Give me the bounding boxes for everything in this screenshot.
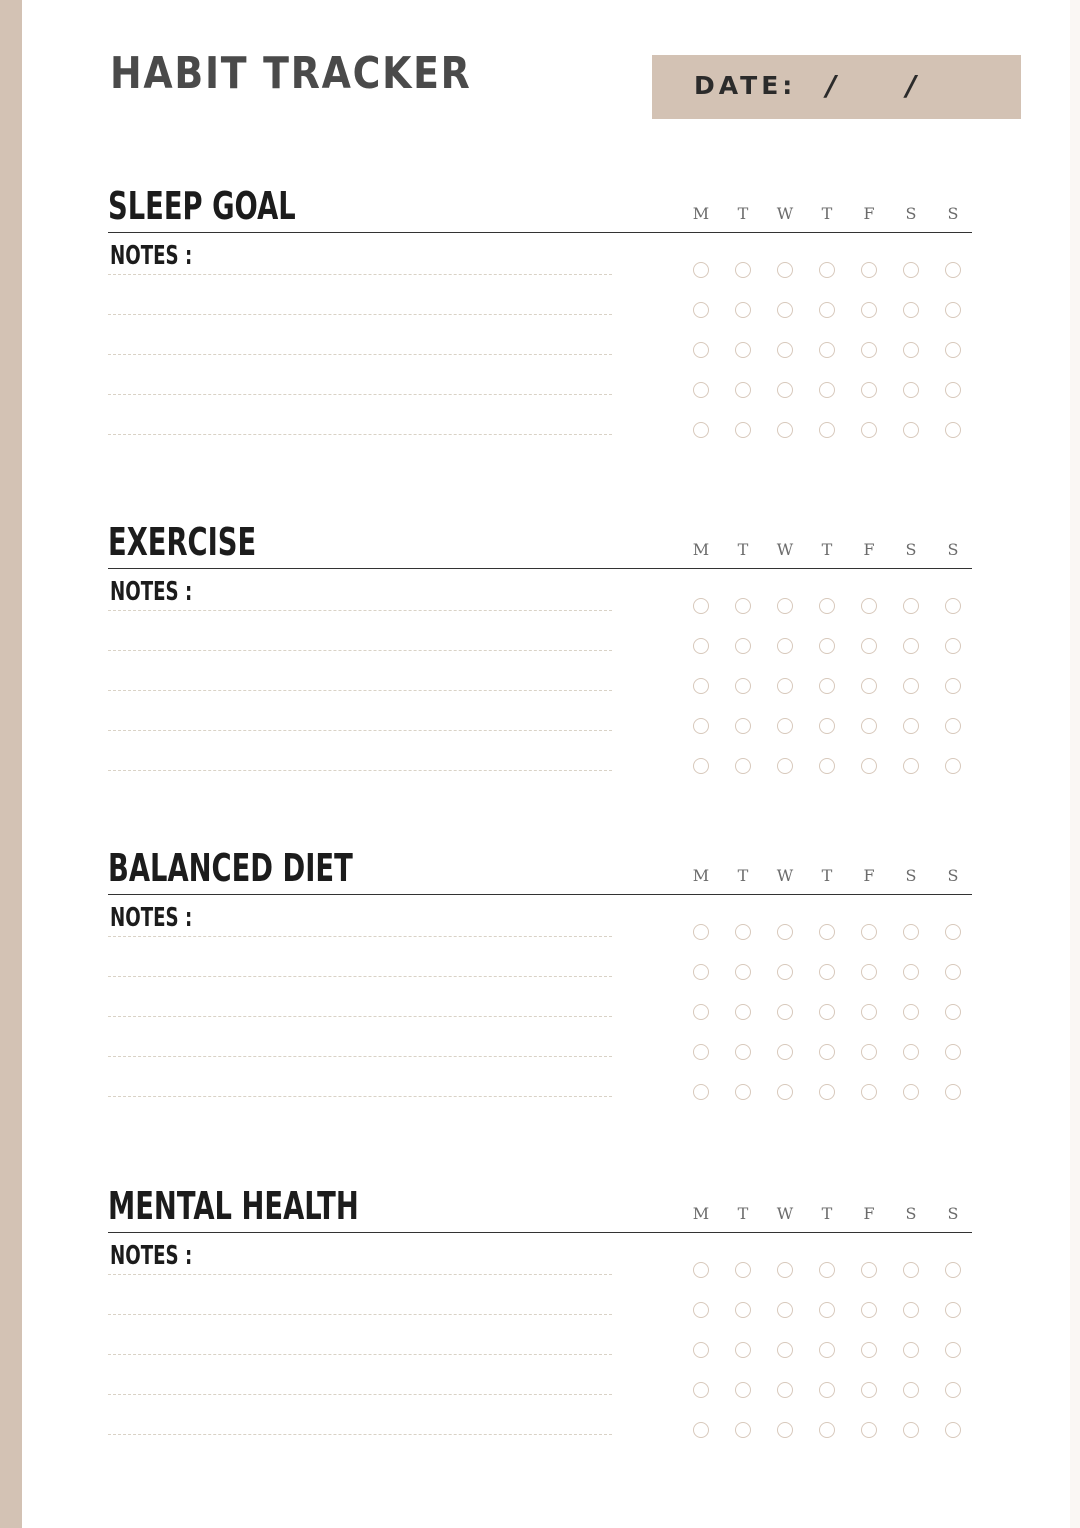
habit-checkbox[interactable] (735, 718, 751, 734)
weekday-label: S (947, 204, 959, 223)
habit-checkbox[interactable] (819, 1262, 835, 1278)
notes-line[interactable] (108, 1394, 612, 1395)
habit-checkbox[interactable] (819, 342, 835, 358)
habit-checkbox[interactable] (693, 1004, 709, 1020)
habit-checkbox[interactable] (735, 758, 751, 774)
habit-checkbox[interactable] (693, 1262, 709, 1278)
habit-checkbox[interactable] (903, 1044, 919, 1060)
weekday-header (680, 866, 974, 886)
weekday-label: F (863, 866, 875, 885)
habit-checkbox[interactable] (819, 638, 835, 654)
habit-checkbox[interactable] (777, 422, 793, 438)
habit-checkbox[interactable] (693, 422, 709, 438)
notes-line[interactable] (108, 1016, 612, 1017)
habit-checkbox[interactable] (777, 924, 793, 940)
date-separator-1: / (826, 69, 837, 102)
habit-checkbox[interactable] (861, 1422, 877, 1438)
weekday-label: M (692, 866, 710, 885)
weekday-label: T (821, 866, 833, 885)
weekday-label: S (905, 866, 917, 885)
habit-checkbox[interactable] (945, 1044, 961, 1060)
habit-checkbox[interactable] (777, 678, 793, 694)
habit-checkbox[interactable] (777, 1084, 793, 1100)
habit-checkbox[interactable] (903, 422, 919, 438)
notes-label: NOTES : (110, 241, 193, 271)
notes-line[interactable] (108, 1056, 612, 1057)
habit-checkbox[interactable] (777, 1262, 793, 1278)
notes-line[interactable] (108, 354, 612, 355)
habit-checkbox[interactable] (945, 302, 961, 318)
weekday-label: S (905, 540, 917, 559)
habit-checkbox[interactable] (945, 1084, 961, 1100)
habit-checkbox[interactable] (777, 1004, 793, 1020)
habit-checkbox[interactable] (819, 924, 835, 940)
habit-checkbox[interactable] (903, 1004, 919, 1020)
habit-checkbox[interactable] (735, 964, 751, 980)
habit-checkbox[interactable] (903, 1342, 919, 1358)
habit-checkbox[interactable] (735, 342, 751, 358)
habit-checkbox[interactable] (861, 1302, 877, 1318)
habit-checkbox[interactable] (735, 382, 751, 398)
weekday-label: M (692, 1204, 710, 1223)
section-divider (108, 894, 972, 895)
habit-checkbox[interactable] (945, 1302, 961, 1318)
habit-checkbox[interactable] (693, 964, 709, 980)
habit-checkbox[interactable] (735, 1084, 751, 1100)
habit-checkbox[interactable] (861, 302, 877, 318)
habit-checkbox[interactable] (945, 1382, 961, 1398)
habit-checkbox[interactable] (945, 924, 961, 940)
habit-checkbox[interactable] (735, 678, 751, 694)
habit-checkbox-grid (680, 1262, 974, 1462)
notes-label: NOTES : (110, 577, 193, 607)
weekday-label: W (776, 866, 794, 885)
habit-checkbox[interactable] (735, 302, 751, 318)
weekday-label: S (947, 866, 959, 885)
habit-checkbox[interactable] (693, 1044, 709, 1060)
habit-checkbox[interactable] (735, 1004, 751, 1020)
habit-checkbox[interactable] (819, 1044, 835, 1060)
habit-checkbox[interactable] (777, 598, 793, 614)
notes-line[interactable] (108, 650, 612, 651)
habit-checkbox[interactable] (693, 1382, 709, 1398)
weekday-label: T (737, 204, 749, 223)
habit-checkbox[interactable] (861, 678, 877, 694)
habit-checkbox[interactable] (693, 678, 709, 694)
habit-checkbox[interactable] (693, 342, 709, 358)
habit-checkbox[interactable] (819, 1382, 835, 1398)
habit-checkbox[interactable] (861, 1084, 877, 1100)
habit-checkbox[interactable] (945, 1342, 961, 1358)
section-mental-health (0, 1186, 1080, 1466)
habit-checkbox[interactable] (903, 1422, 919, 1438)
habit-checkbox[interactable] (819, 758, 835, 774)
section-divider (108, 1232, 972, 1233)
habit-checkbox[interactable] (945, 718, 961, 734)
section-balanced-diet (0, 848, 1080, 1128)
notes-line[interactable] (108, 1096, 612, 1097)
habit-checkbox[interactable] (819, 964, 835, 980)
weekday-label: T (821, 204, 833, 223)
habit-checkbox[interactable] (861, 1342, 877, 1358)
habit-checkbox[interactable] (945, 422, 961, 438)
weekday-label: S (947, 540, 959, 559)
section-title: SLEEP GOAL (108, 184, 296, 228)
habit-checkbox[interactable] (861, 1004, 877, 1020)
habit-checkbox[interactable] (945, 1004, 961, 1020)
habit-checkbox[interactable] (735, 1422, 751, 1438)
habit-checkbox[interactable] (945, 964, 961, 980)
section-divider (108, 232, 972, 233)
weekday-label: F (863, 204, 875, 223)
habit-checkbox[interactable] (777, 342, 793, 358)
notes-label: NOTES : (110, 1241, 193, 1271)
habit-checkbox[interactable] (777, 1044, 793, 1060)
habit-checkbox[interactable] (777, 1302, 793, 1318)
habit-checkbox[interactable] (903, 262, 919, 278)
notes-label: NOTES : (110, 903, 193, 933)
habit-checkbox[interactable] (903, 924, 919, 940)
habit-checkbox-grid (680, 598, 974, 798)
habit-checkbox[interactable] (777, 638, 793, 654)
habit-checkbox[interactable] (777, 1342, 793, 1358)
habit-checkbox[interactable] (945, 638, 961, 654)
habit-checkbox[interactable] (903, 678, 919, 694)
habit-checkbox[interactable] (777, 1422, 793, 1438)
habit-checkbox[interactable] (945, 1422, 961, 1438)
habit-checkbox[interactable] (819, 1004, 835, 1020)
habit-checkbox[interactable] (945, 678, 961, 694)
habit-checkbox[interactable] (903, 758, 919, 774)
habit-checkbox[interactable] (819, 422, 835, 438)
weekday-label: S (905, 1204, 917, 1223)
weekday-label: T (737, 1204, 749, 1223)
habit-checkbox[interactable] (693, 302, 709, 318)
habit-checkbox[interactable] (819, 1342, 835, 1358)
habit-checkbox[interactable] (693, 262, 709, 278)
habit-checkbox[interactable] (861, 718, 877, 734)
weekday-label: S (947, 1204, 959, 1223)
habit-checkbox[interactable] (693, 638, 709, 654)
weekday-label: W (776, 1204, 794, 1223)
notes-line[interactable] (108, 394, 612, 395)
notes-line[interactable] (108, 690, 612, 691)
habit-checkbox[interactable] (735, 422, 751, 438)
habit-checkbox[interactable] (945, 1262, 961, 1278)
habit-checkbox[interactable] (819, 1302, 835, 1318)
habit-checkbox[interactable] (693, 924, 709, 940)
weekday-header (680, 540, 974, 560)
habit-checkbox[interactable] (903, 964, 919, 980)
habit-checkbox[interactable] (735, 1382, 751, 1398)
habit-checkbox[interactable] (819, 1084, 835, 1100)
weekday-header (680, 204, 974, 224)
weekday-label: T (821, 540, 833, 559)
habit-checkbox[interactable] (903, 1382, 919, 1398)
weekday-label: W (776, 540, 794, 559)
notes-line[interactable] (108, 274, 612, 275)
habit-checkbox[interactable] (777, 1382, 793, 1398)
habit-checkbox[interactable] (819, 718, 835, 734)
habit-checkbox[interactable] (735, 1302, 751, 1318)
section-title: EXERCISE (108, 520, 257, 564)
habit-checkbox[interactable] (777, 262, 793, 278)
habit-checkbox[interactable] (819, 262, 835, 278)
date-box (652, 55, 1021, 119)
weekday-label: T (737, 540, 749, 559)
habit-checkbox[interactable] (903, 342, 919, 358)
notes-line[interactable] (108, 936, 612, 937)
section-title: MENTAL HEALTH (108, 1184, 359, 1228)
weekday-label: M (692, 540, 710, 559)
notes-line[interactable] (108, 1434, 612, 1435)
habit-checkbox[interactable] (735, 1262, 751, 1278)
habit-checkbox[interactable] (777, 302, 793, 318)
habit-checkbox[interactable] (903, 638, 919, 654)
notes-line[interactable] (108, 730, 612, 731)
habit-checkbox[interactable] (903, 718, 919, 734)
page-title: HABIT TRACKER (110, 48, 472, 99)
habit-checkbox[interactable] (777, 718, 793, 734)
habit-checkbox[interactable] (819, 1422, 835, 1438)
habit-checkbox[interactable] (861, 422, 877, 438)
habit-checkbox[interactable] (735, 598, 751, 614)
habit-checkbox[interactable] (777, 758, 793, 774)
habit-checkbox[interactable] (861, 1382, 877, 1398)
date-label: DATE: (694, 71, 797, 100)
habit-checkbox[interactable] (777, 964, 793, 980)
habit-checkbox[interactable] (861, 342, 877, 358)
notes-line[interactable] (108, 610, 612, 611)
habit-checkbox-grid (680, 924, 974, 1124)
habit-checkbox[interactable] (861, 1044, 877, 1060)
habit-checkbox[interactable] (693, 1302, 709, 1318)
weekday-label: F (863, 540, 875, 559)
habit-checkbox[interactable] (861, 924, 877, 940)
habit-checkbox[interactable] (735, 1044, 751, 1060)
habit-checkbox[interactable] (819, 382, 835, 398)
notes-line[interactable] (108, 1354, 612, 1355)
habit-checkbox[interactable] (693, 382, 709, 398)
notes-line[interactable] (108, 976, 612, 977)
habit-checkbox[interactable] (861, 638, 877, 654)
section-sleep-goal (0, 186, 1080, 466)
section-title: BALANCED DIET (108, 846, 353, 890)
habit-checkbox[interactable] (903, 382, 919, 398)
habit-checkbox[interactable] (903, 302, 919, 318)
notes-line[interactable] (108, 1274, 612, 1275)
habit-checkbox[interactable] (945, 382, 961, 398)
habit-checkbox[interactable] (819, 302, 835, 318)
habit-checkbox[interactable] (777, 382, 793, 398)
habit-checkbox[interactable] (861, 382, 877, 398)
notes-line[interactable] (108, 770, 612, 771)
habit-checkbox[interactable] (693, 758, 709, 774)
weekday-label: M (692, 204, 710, 223)
habit-checkbox[interactable] (693, 1342, 709, 1358)
notes-line[interactable] (108, 434, 612, 435)
habit-checkbox[interactable] (861, 1262, 877, 1278)
habit-checkbox[interactable] (945, 598, 961, 614)
habit-checkbox[interactable] (735, 924, 751, 940)
weekday-label: F (863, 1204, 875, 1223)
habit-checkbox[interactable] (861, 262, 877, 278)
habit-checkbox-grid (680, 262, 974, 462)
weekday-label: T (821, 1204, 833, 1223)
weekday-label: T (737, 866, 749, 885)
habit-checkbox[interactable] (945, 342, 961, 358)
habit-checkbox[interactable] (693, 1422, 709, 1438)
habit-checkbox[interactable] (861, 964, 877, 980)
habit-checkbox[interactable] (735, 1342, 751, 1358)
habit-checkbox[interactable] (819, 598, 835, 614)
habit-checkbox[interactable] (693, 1084, 709, 1100)
habit-checkbox[interactable] (693, 718, 709, 734)
habit-checkbox[interactable] (903, 1302, 919, 1318)
weekday-label: S (905, 204, 917, 223)
habit-checkbox[interactable] (861, 758, 877, 774)
habit-checkbox[interactable] (819, 678, 835, 694)
notes-line[interactable] (108, 314, 612, 315)
section-divider (108, 568, 972, 569)
habit-checkbox[interactable] (903, 1262, 919, 1278)
weekday-header (680, 1204, 974, 1224)
habit-checkbox[interactable] (945, 262, 961, 278)
section-exercise (0, 522, 1080, 802)
notes-line[interactable] (108, 1314, 612, 1315)
habit-checkbox[interactable] (945, 758, 961, 774)
habit-checkbox[interactable] (735, 262, 751, 278)
habit-checkbox[interactable] (861, 598, 877, 614)
habit-checkbox[interactable] (735, 638, 751, 654)
weekday-label: W (776, 204, 794, 223)
habit-checkbox[interactable] (903, 1084, 919, 1100)
habit-checkbox[interactable] (903, 598, 919, 614)
date-separator-2: / (906, 69, 917, 102)
habit-checkbox[interactable] (693, 598, 709, 614)
